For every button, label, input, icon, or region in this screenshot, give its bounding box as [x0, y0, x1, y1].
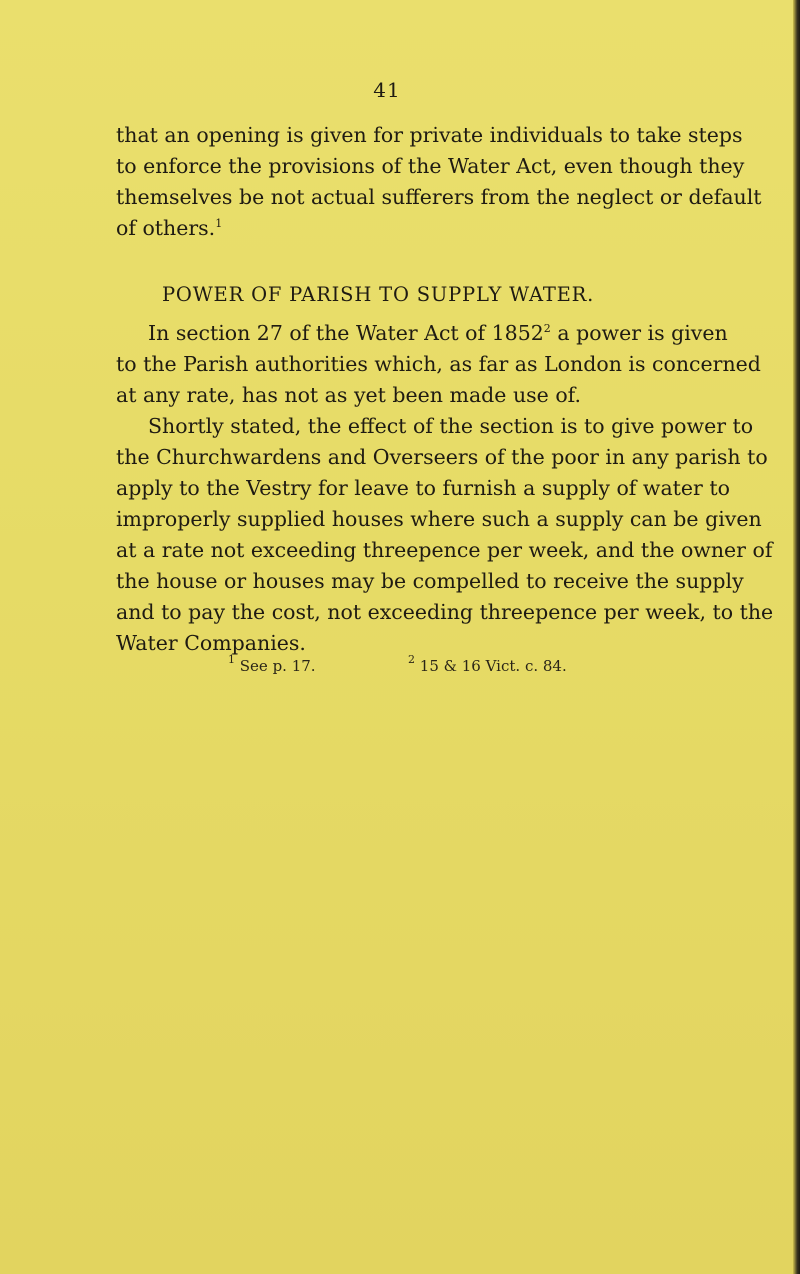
footnote-text: See p. 17. — [239, 657, 316, 675]
footnote-marker: 1 — [228, 653, 235, 666]
text-line: the Churchwardens and Overseers of the poor in any parish to — [116, 445, 768, 469]
text-line: apply to the Vestry for leave to furnish a supply of water to — [116, 476, 730, 500]
footnote-ref: 2 — [543, 322, 551, 335]
text-line: at any rate, has not as yet been made use of. — [116, 383, 582, 407]
text-line: a power is given — [557, 321, 728, 345]
page-number: 41 — [373, 78, 401, 102]
text-line: that an opening is given for private individuals to take steps — [116, 123, 743, 147]
footnote-text: 15 & 16 Vict. c. 84. — [419, 657, 567, 675]
text-line-with-note — [116, 215, 696, 241]
text-line: the house or houses may be compelled to receive the supply — [116, 569, 744, 593]
footnote-marker: 2 — [408, 653, 415, 666]
text-line: improperly supplied houses where such a supply can be given — [116, 507, 762, 531]
text-line: to the Parish authorities which, as far as London is concerned — [116, 352, 761, 376]
text-line-with-note — [148, 320, 728, 346]
text-line: to enforce the provisions of the Water Act, even though they — [116, 154, 745, 178]
text-line: at a rate not exceeding threepence per week, and the owner of — [116, 538, 773, 562]
text-line: themselves be not actual sufferers from the neglect or default — [116, 185, 762, 209]
text-line: In section 27 of the Water Act of 1852 — [148, 321, 544, 345]
section-heading: POWER OF PARISH TO SUPPLY WATER. — [162, 283, 595, 306]
text-line: Water Companies. — [116, 631, 306, 655]
footnote-1 — [228, 653, 316, 675]
text-line: Shortly stated, the effect of the section is to give power to — [148, 414, 754, 438]
text-line: and to pay the cost, not exceeding threepence per week, to the — [116, 600, 774, 624]
page-edge — [793, 0, 800, 1274]
text-line: of others. — [116, 216, 216, 240]
footnote-2 — [408, 653, 567, 675]
footnote-ref: 1 — [215, 217, 223, 230]
